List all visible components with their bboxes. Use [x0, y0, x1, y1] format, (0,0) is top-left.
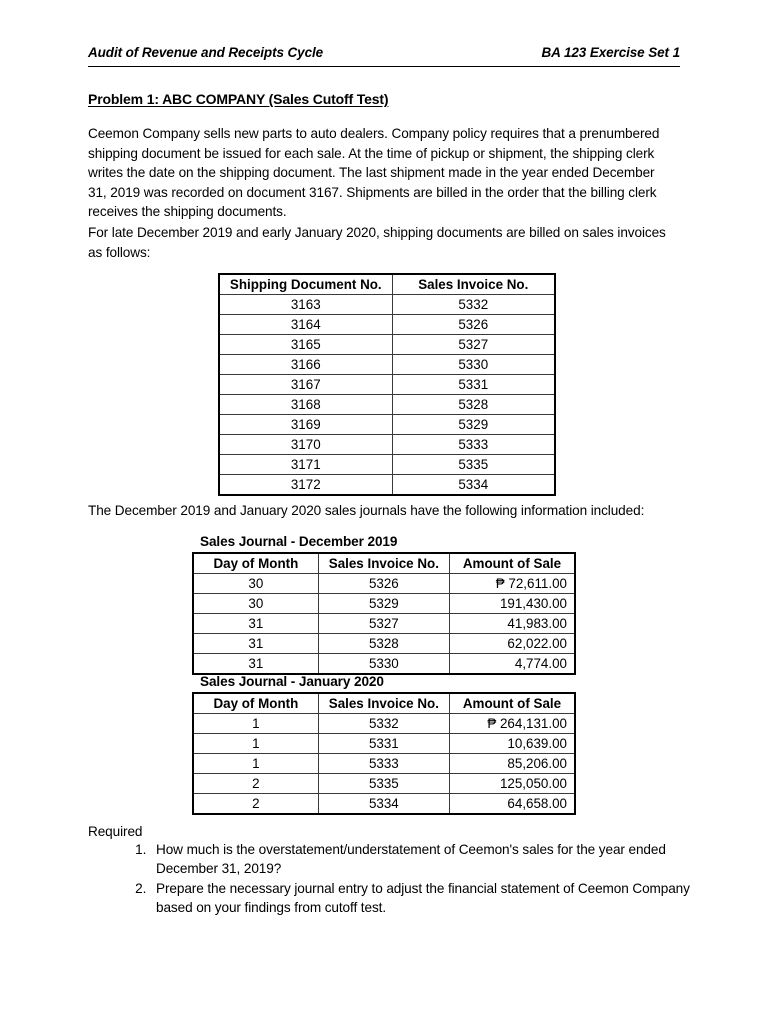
required-list: [117, 840, 710, 918]
shipping-document-table: [218, 273, 556, 496]
header-right-title: BA 123 Exercise Set 1: [541, 45, 680, 60]
table-row: [193, 734, 575, 754]
cell-shipping-doc: 3165: [219, 335, 392, 355]
december-journal-body: [193, 574, 575, 675]
running-header: [88, 45, 680, 60]
table-row: [219, 315, 555, 335]
cell-sales-invoice: 5334: [392, 475, 555, 496]
table-row: [193, 774, 575, 794]
list-item: 2. Prepare the necessary journal entry to adjust the financial statement of Ceemon Company based on your findings from cutoff test.: [150, 879, 710, 918]
header-left-title: Audit of Revenue and Receipts Cycle: [88, 45, 324, 60]
table-row: [193, 714, 575, 734]
cell-shipping-doc: 3167: [219, 375, 392, 395]
cell-sales-invoice: 5328: [392, 395, 555, 415]
table-row: [193, 594, 575, 614]
shipping-table-body: [219, 295, 555, 496]
cell-sales-invoice: 5334: [318, 794, 449, 815]
cell-sales-invoice: 5327: [318, 614, 449, 634]
table-header-row: [193, 553, 575, 574]
column-header-shipping-doc: Shipping Document No.: [219, 274, 392, 295]
column-header-day: Day of Month: [193, 693, 318, 714]
table-row: [219, 375, 555, 395]
cell-day-of-month: 2: [193, 774, 318, 794]
page-title: Problem 1: ABC COMPANY (Sales Cutoff Test): [88, 91, 389, 107]
list-item: 1. How much is the overstatement/understatement of Ceemon's sales for the year ended December 31, 2019?: [150, 840, 710, 879]
required-heading: Required: [88, 824, 143, 839]
table-row: [219, 395, 555, 415]
cell-sales-invoice: 5335: [392, 455, 555, 475]
cell-shipping-doc: 3163: [219, 295, 392, 315]
cell-day-of-month: 1: [193, 714, 318, 734]
cell-sales-invoice: 5329: [392, 415, 555, 435]
table-row: [219, 355, 555, 375]
table-row: [193, 574, 575, 594]
cell-amount-of-sale: 62,022.00: [449, 634, 575, 654]
cell-sales-invoice: 5329: [318, 594, 449, 614]
table-row: [193, 654, 575, 675]
table-row: [193, 794, 575, 815]
table-row: [193, 754, 575, 774]
cell-shipping-doc: 3164: [219, 315, 392, 335]
table-row: [219, 455, 555, 475]
january-journal-body: [193, 714, 575, 815]
table-row: [219, 415, 555, 435]
cell-day-of-month: 30: [193, 594, 318, 614]
table-row: [219, 335, 555, 355]
table-header-row: [219, 274, 555, 295]
header-divider: [88, 66, 680, 67]
cell-shipping-doc: 3169: [219, 415, 392, 435]
cell-shipping-doc: 3172: [219, 475, 392, 496]
cell-amount-of-sale: 125,050.00: [449, 774, 575, 794]
column-header-invoice: Sales Invoice No.: [318, 693, 449, 714]
cell-shipping-doc: 3168: [219, 395, 392, 415]
cell-day-of-month: 1: [193, 754, 318, 774]
table-row: [219, 435, 555, 455]
cell-day-of-month: 2: [193, 794, 318, 815]
cell-sales-invoice: 5332: [318, 714, 449, 734]
cell-sales-invoice: 5330: [392, 355, 555, 375]
cell-sales-invoice: 5332: [392, 295, 555, 315]
cell-amount-of-sale: ₱ 72,611.00: [449, 574, 575, 594]
column-header-sales-invoice: Sales Invoice No.: [392, 274, 555, 295]
cell-day-of-month: 31: [193, 614, 318, 634]
column-header-day: Day of Month: [193, 553, 318, 574]
column-header-amount: Amount of Sale: [449, 693, 575, 714]
cell-shipping-doc: 3170: [219, 435, 392, 455]
cell-sales-invoice: 5328: [318, 634, 449, 654]
table-row: [219, 295, 555, 315]
intro-paragraph: Ceemon Company sells new parts to auto dealers. Company policy requires that a prenumbered shipping document be issued for each sale. At the time of pickup or shipment, the shipping clerk writes the date on the shipping document. The last shipment made in the year ended December 31, 2019 was recorded on document 3167. Shipments are billed in the order that the billing clerk receives the shipping documents.: [88, 126, 660, 220]
cell-day-of-month: 1: [193, 734, 318, 754]
january-journal-title: Sales Journal - January 2020: [200, 674, 384, 689]
cell-sales-invoice: 5330: [318, 654, 449, 675]
cell-amount-of-sale: ₱ 264,131.00: [449, 714, 575, 734]
journals-paragraph: The December 2019 and January 2020 sales journals have the following information included:: [88, 503, 645, 518]
cell-amount-of-sale: 64,658.00: [449, 794, 575, 815]
cell-amount-of-sale: 10,639.00: [449, 734, 575, 754]
december-sales-journal-table: [192, 552, 576, 675]
table-row: [193, 614, 575, 634]
cell-amount-of-sale: 41,983.00: [449, 614, 575, 634]
cell-sales-invoice: 5326: [392, 315, 555, 335]
cell-sales-invoice: 5327: [392, 335, 555, 355]
cell-day-of-month: 31: [193, 634, 318, 654]
cell-sales-invoice: 5335: [318, 774, 449, 794]
cell-sales-invoice: 5333: [318, 754, 449, 774]
table-row: [193, 634, 575, 654]
table-row: [219, 475, 555, 496]
cell-shipping-doc: 3171: [219, 455, 392, 475]
cell-day-of-month: 30: [193, 574, 318, 594]
cell-sales-invoice: 5333: [392, 435, 555, 455]
cell-amount-of-sale: 4,774.00: [449, 654, 575, 675]
cell-amount-of-sale: 191,430.00: [449, 594, 575, 614]
cell-sales-invoice: 5331: [392, 375, 555, 395]
cell-shipping-doc: 3166: [219, 355, 392, 375]
december-journal-title: Sales Journal - December 2019: [200, 534, 398, 549]
cell-sales-invoice: 5326: [318, 574, 449, 594]
january-sales-journal-table: [192, 692, 576, 815]
cell-sales-invoice: 5331: [318, 734, 449, 754]
cell-day-of-month: 31: [193, 654, 318, 675]
column-header-invoice: Sales Invoice No.: [318, 553, 449, 574]
column-header-amount: Amount of Sale: [449, 553, 575, 574]
cell-amount-of-sale: 85,206.00: [449, 754, 575, 774]
billing-paragraph: For late December 2019 and early January 2020, shipping documents are billed on sales invoices as follows:: [88, 225, 666, 260]
table-header-row: [193, 693, 575, 714]
